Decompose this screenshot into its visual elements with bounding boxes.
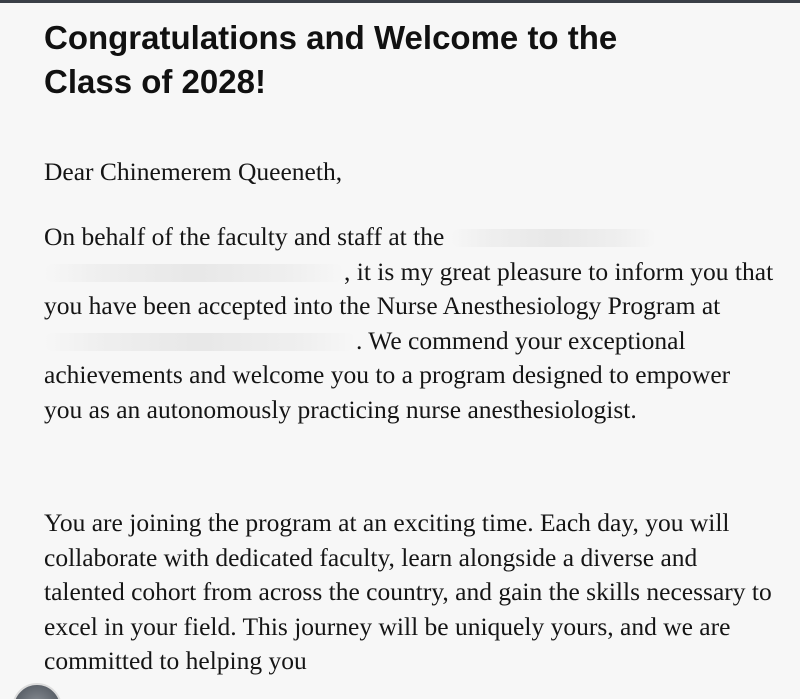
- title-line-1: Congratulations and Welcome to the: [44, 19, 618, 56]
- paragraph1-part3: . We commend your exceptional achievements and welcome you to a program designed to empower you as an autonomously practicing nurse anesthesiologist.: [44, 325, 731, 424]
- greeting: Dear Chinemerem Queeneth,: [44, 157, 343, 186]
- redacted-text: [451, 229, 656, 247]
- title-line-2: Class of 2028!: [44, 63, 266, 100]
- redacted-text: [44, 264, 344, 282]
- paragraph1-part2: , it is my great pleasure to inform you that you have been accepted into the Nurse Anesthesiology Program at: [44, 256, 774, 320]
- redacted-text: [44, 333, 356, 351]
- acceptance-paragraph: [44, 220, 774, 427]
- letter-title: [44, 16, 764, 104]
- paragraph1-part1: On behalf of the faculty and staff at the: [44, 222, 445, 251]
- program-paragraph: You are joining the program at an exciting time. Each day, you will collaborate with dedicated faculty, learn alongside a diverse and talented cohort from across the country, and gain the skills necessary to excel in your field. This journey will be uniquely yours, and we are committed to helping you: [44, 508, 772, 675]
- avatar[interactable]: [12, 683, 62, 699]
